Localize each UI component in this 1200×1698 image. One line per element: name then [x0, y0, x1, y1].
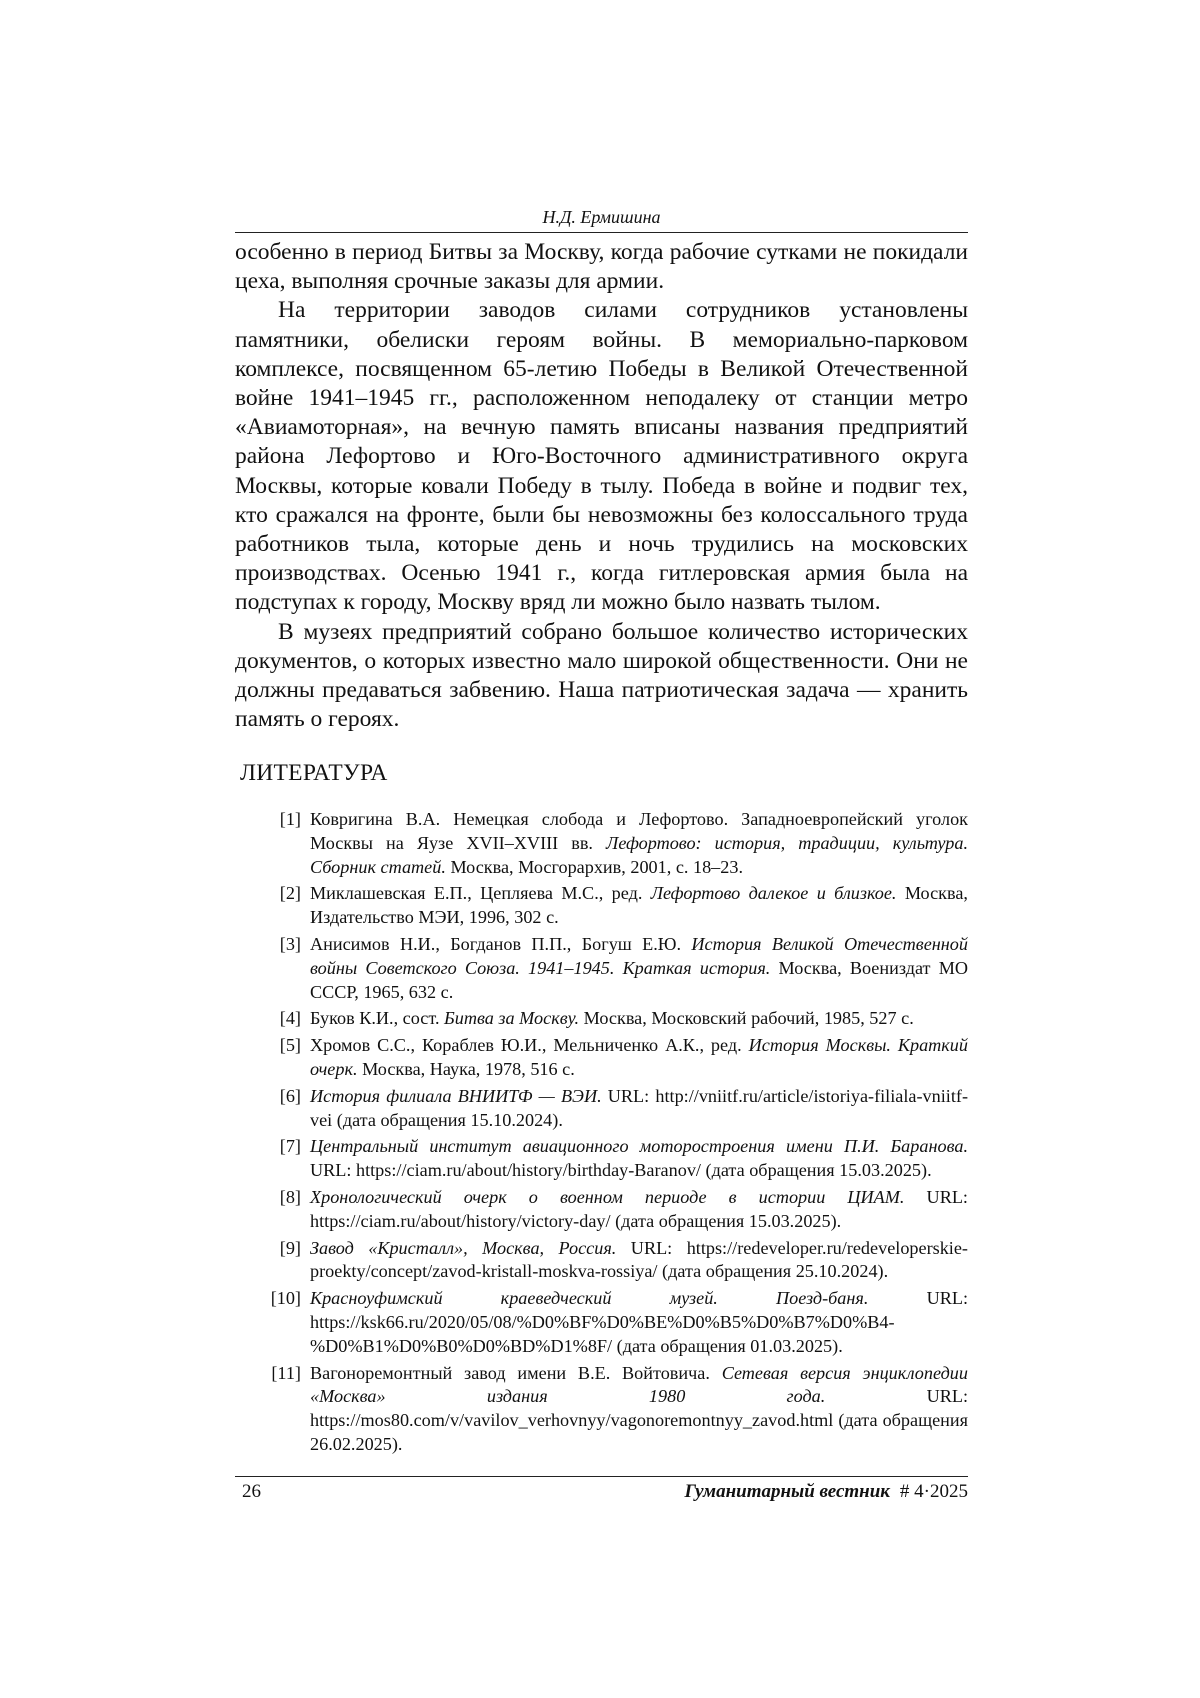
reference-title: История филиала ВНИИТФ — ВЭИ. — [310, 1085, 602, 1106]
reference-details: Москва, Мосгорархив, 2001, с. 18–23. — [445, 856, 743, 877]
reference-text — [310, 1186, 968, 1234]
reference-number: [8] — [279, 1186, 301, 1207]
journal-name: Гуманитарный вестник — [684, 1481, 890, 1502]
reference-number: [2] — [279, 883, 301, 904]
journal-issue: # 4·2025 — [899, 1481, 968, 1502]
reference-title: Битва за Москву. — [444, 1008, 580, 1029]
reference-text — [310, 1287, 968, 1358]
reference-authors: Буков К.И., сост. — [310, 1008, 445, 1029]
reference-text — [310, 808, 968, 879]
reference-details: Москва, Наука, 1978, 516 с. — [357, 1058, 575, 1079]
reference-number: [4] — [279, 1008, 301, 1029]
reference-title: Хронологический очерк о военном периоде в истории ЦИАМ. — [310, 1186, 905, 1207]
reference-details: Москва, Московский рабочий, 1985, 527 с. — [579, 1008, 914, 1029]
running-head: Н.Д. Ермишина — [542, 207, 661, 227]
header-rule — [235, 232, 968, 233]
reference-details: URL: https://redeveloper.ru/redeveloperskie-proekty/concept/zavod-kristall-moskva-rossiya/ (дата обращения 25.10.2024). — [310, 1237, 968, 1282]
reference-authors: Хромов С.С., Кораблев Ю.И., Мельниченко А.К., ред. — [310, 1035, 749, 1056]
reference-title: История Москвы. Краткий очерк. — [310, 1035, 968, 1079]
reference-details: URL: https://ciam.ru/about/history/victory-day/ (дата обращения 15.03.2025). — [310, 1186, 968, 1231]
reference-item — [263, 1287, 968, 1358]
journal-info — [684, 1481, 968, 1503]
reference-number: [7] — [279, 1136, 301, 1157]
reference-text — [310, 1362, 968, 1457]
reference-title: Красноуфимский краеведческий музей. Поезд-баня. — [310, 1288, 869, 1309]
paragraph: На территории заводов силами сотрудников установлены памятники, обелиски героям войны. В мемориально-парковом комплексе, посвященном 65-летию Победы в Великой Отечественной войне 1941–1945 гг., расположенном неподалеку от станции метро «Авиамоторная», на вечную память вписаны названия предприятий района Лефортово и Юго-Восточного административного округа Москвы, которые ковали Победу в тылу. Победа в войне и подвиг тех, кто сражался на фронте, были бы невозможны без колоссального труда работников тыла, которые день и ночь трудились на московских производствах. Осенью 1941 г., когда гитлеровская армия была на подступах к городу, Москву вряд ли можно было назвать тылом. — [235, 297, 968, 616]
reference-item — [263, 1362, 968, 1457]
body-text — [235, 238, 968, 734]
reference-title: История Великой Отечественной войны Советского Союза. 1941–1945. Краткая история. — [310, 933, 968, 978]
reference-details: Москва, Воениздат МО СССР, 1965, 632 с. — [310, 957, 968, 1002]
page-number: 26 — [242, 1481, 261, 1502]
reference-number: [1] — [279, 809, 301, 829]
reference-details: URL: https://mos80.com/v/vavilov_verhovnyy/vagonoremontnyy_zavod.html (дата обращения 26.02.2025). — [310, 1386, 968, 1454]
literature-heading: ЛИТЕРАТУРА — [240, 760, 388, 786]
footer-rule — [235, 1476, 968, 1477]
reference-number: [11] — [271, 1362, 301, 1383]
reference-title: Лефортово далекое и близкое. — [650, 883, 897, 904]
reference-item — [263, 933, 968, 1004]
reference-details: URL: http://vniitf.ru/article/istoriya-filiala-vniitf-vei (дата обращения 15.10.2024). — [310, 1085, 968, 1130]
reference-number: [6] — [279, 1085, 301, 1106]
reference-item — [263, 808, 968, 879]
reference-authors: Миклашевская Е.П., Цепляева М.С., ред. — [310, 883, 651, 904]
reference-item — [263, 1007, 968, 1031]
reference-text — [310, 1237, 968, 1285]
reference-details: URL: https://ciam.ru/about/history/birthday-Baranov/ (дата обращения 15.03.2025). — [310, 1160, 932, 1181]
reference-item — [263, 1034, 968, 1082]
reference-text — [310, 882, 968, 930]
reference-number: [5] — [279, 1035, 301, 1056]
page-footer — [235, 1481, 968, 1507]
reference-authors: Вагоноремонтный завод имени В.Е. Войтовича. — [310, 1362, 722, 1383]
reference-number: [9] — [279, 1237, 301, 1258]
reference-number: [3] — [279, 933, 301, 954]
paragraph: особенно в период Битвы за Москву, когда рабочие сутками не покидали цеха, выполняя срочные заказы для армии. — [235, 239, 968, 295]
reference-details: Москва, Издательство МЭИ, 1996, 302 с. — [310, 883, 968, 928]
reference-item — [263, 1237, 968, 1285]
paragraph: В музеях предприятий собрано большое количество исторических документов, о которых известно мало широкой общественности. Они не должны предаваться забвению. Наша патриотическая задача — хранить память о героях. — [235, 618, 968, 733]
reference-text — [310, 1034, 968, 1082]
reference-authors: Анисимов Н.И., Богданов П.П., Богуш Е.Ю. — [310, 933, 692, 954]
reference-number: [10] — [270, 1288, 301, 1309]
reference-title: Сетевая версия энциклопедии «Москва» издания 1980 года. — [310, 1362, 968, 1407]
reference-title: Завод «Кристалл», Москва, Россия. — [310, 1237, 617, 1258]
reference-details: URL: https://ksk66.ru/2020/05/08/%D0%BF%D0%BE%D0%B5%D0%B7%D0%B4-%D0%B1%D0%B0%D0%BD%D1%8F/ (дата обращения 01.03.2025). — [310, 1288, 968, 1356]
reference-title: Лефортово: история, традиции, культура. Сборник статей. — [310, 832, 968, 877]
reference-item — [263, 882, 968, 930]
reference-text — [310, 1085, 968, 1133]
reference-item — [263, 1135, 968, 1183]
reference-list — [263, 808, 968, 1460]
reference-text — [310, 1135, 968, 1183]
reference-title: Центральный институт авиационного моторостроения имени П.И. Баранова. — [310, 1136, 968, 1157]
reference-item — [263, 1085, 968, 1133]
reference-text — [310, 933, 968, 1004]
reference-item — [263, 1186, 968, 1234]
reference-authors: Ковригина В.А. Немецкая слобода и Лефортово. Западноевропейский уголок Москвы на Яузе XVII–XVIII вв. — [310, 809, 968, 853]
reference-text — [310, 1007, 968, 1031]
